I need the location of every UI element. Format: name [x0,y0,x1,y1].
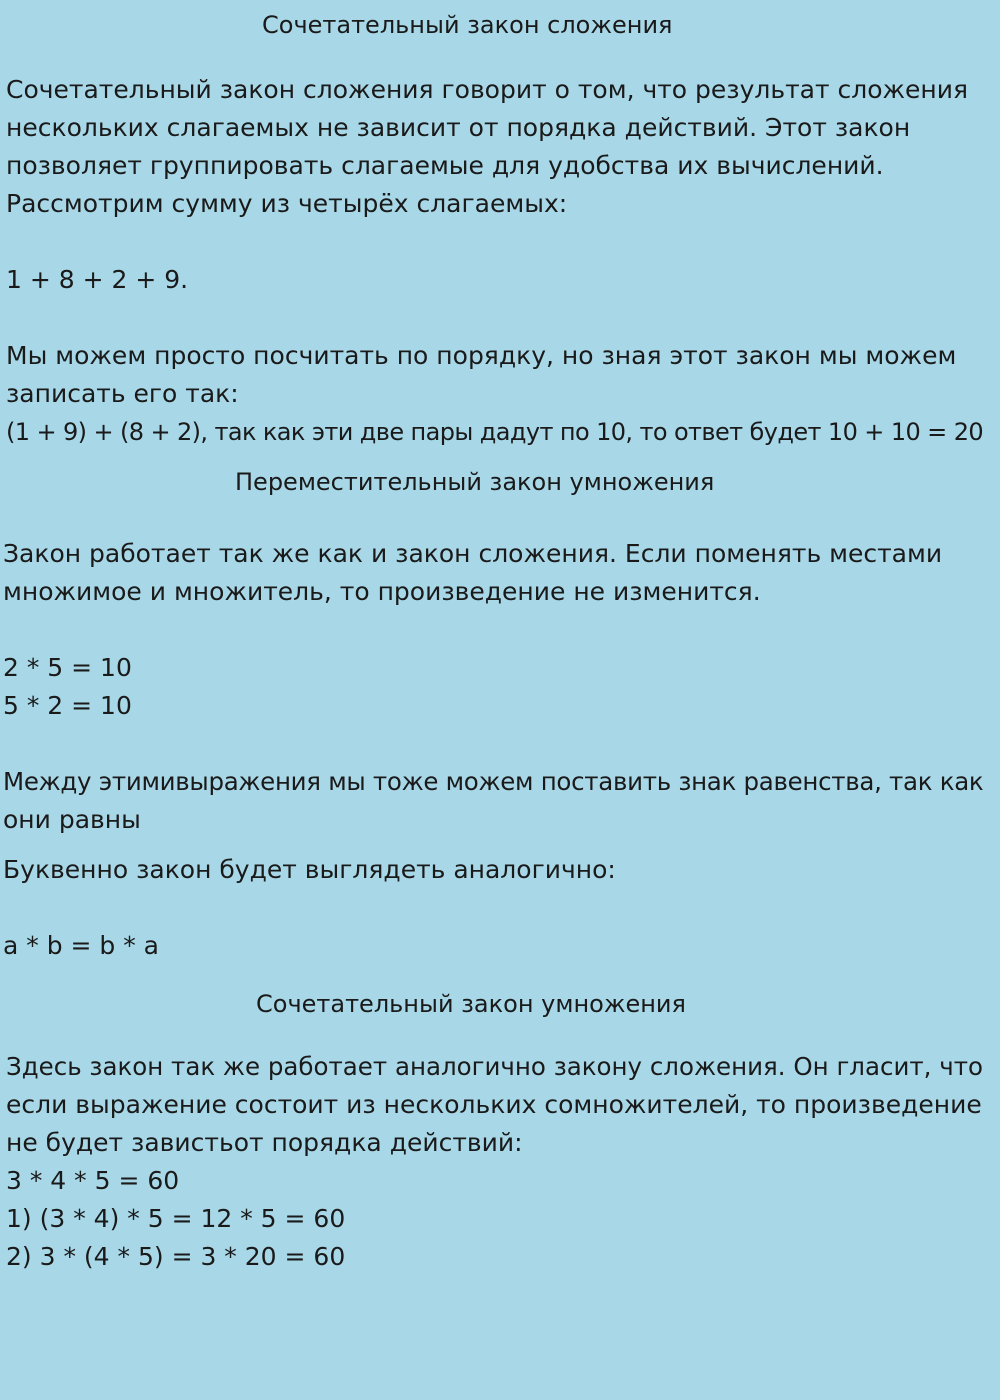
example-expression: 1) (3 * 4) * 5 = 12 * 5 = 60 [6,1204,346,1233]
paragraph-line: позволяет группировать слагаемые для удобства их вычислений. [6,151,884,180]
paragraph-line: Здесь закон так же работает аналогично закону сложения. Он гласит, что [6,1052,983,1081]
section-title-commutative-multiplication: Переместительный закон умножения [235,468,715,496]
paragraph-line: если выражение состоит из нескольких сомножителей, то произведение [6,1090,982,1119]
paragraph-line: Закон работает так же как и закон сложения. Если поменять местами [3,539,943,568]
section-title-associative-multiplication: Сочетательный закон умножения [256,990,686,1018]
example-expression: 3 * 4 * 5 = 60 [6,1166,180,1195]
paragraph-line: Сочетательный закон сложения говорит о том, что результат сложения [6,75,969,104]
paragraph-line: Рассмотрим сумму из четырёх слагаемых: [6,189,568,218]
example-expression: 5 * 2 = 10 [3,691,132,720]
paragraph-line: Мы можем просто посчитать по порядку, но зная этот закон мы можем [6,341,957,370]
paragraph-line: множимое и множитель, то произведение не изменится. [3,577,761,606]
paragraph-line: нескольких слагаемых не зависит от порядка действий. Этот закон [6,113,911,142]
paragraph-line: Между этимивыражения мы тоже можем поставить знак равенства, так как [3,767,984,796]
example-expression: 2) 3 * (4 * 5) = 3 * 20 = 60 [6,1242,346,1271]
paragraph-line: записать его так: [6,379,239,408]
example-expression: 2 * 5 = 10 [3,653,132,682]
section-title-associative-addition: Сочетательный закон сложения [262,11,673,39]
paragraph-line: Буквенно закон будет выглядеть аналогично: [3,855,616,884]
paragraph-line: не будет завистьот порядка действий: [6,1128,523,1157]
formula: a * b = b * a [3,931,160,960]
paragraph-line: они равны [3,805,141,834]
example-expression: (1 + 9) + (8 + 2), так как эти две пары дадут по 10, то ответ будет 10 + 10 = 20 [6,418,984,446]
example-expression: 1 + 8 + 2 + 9. [6,265,189,294]
